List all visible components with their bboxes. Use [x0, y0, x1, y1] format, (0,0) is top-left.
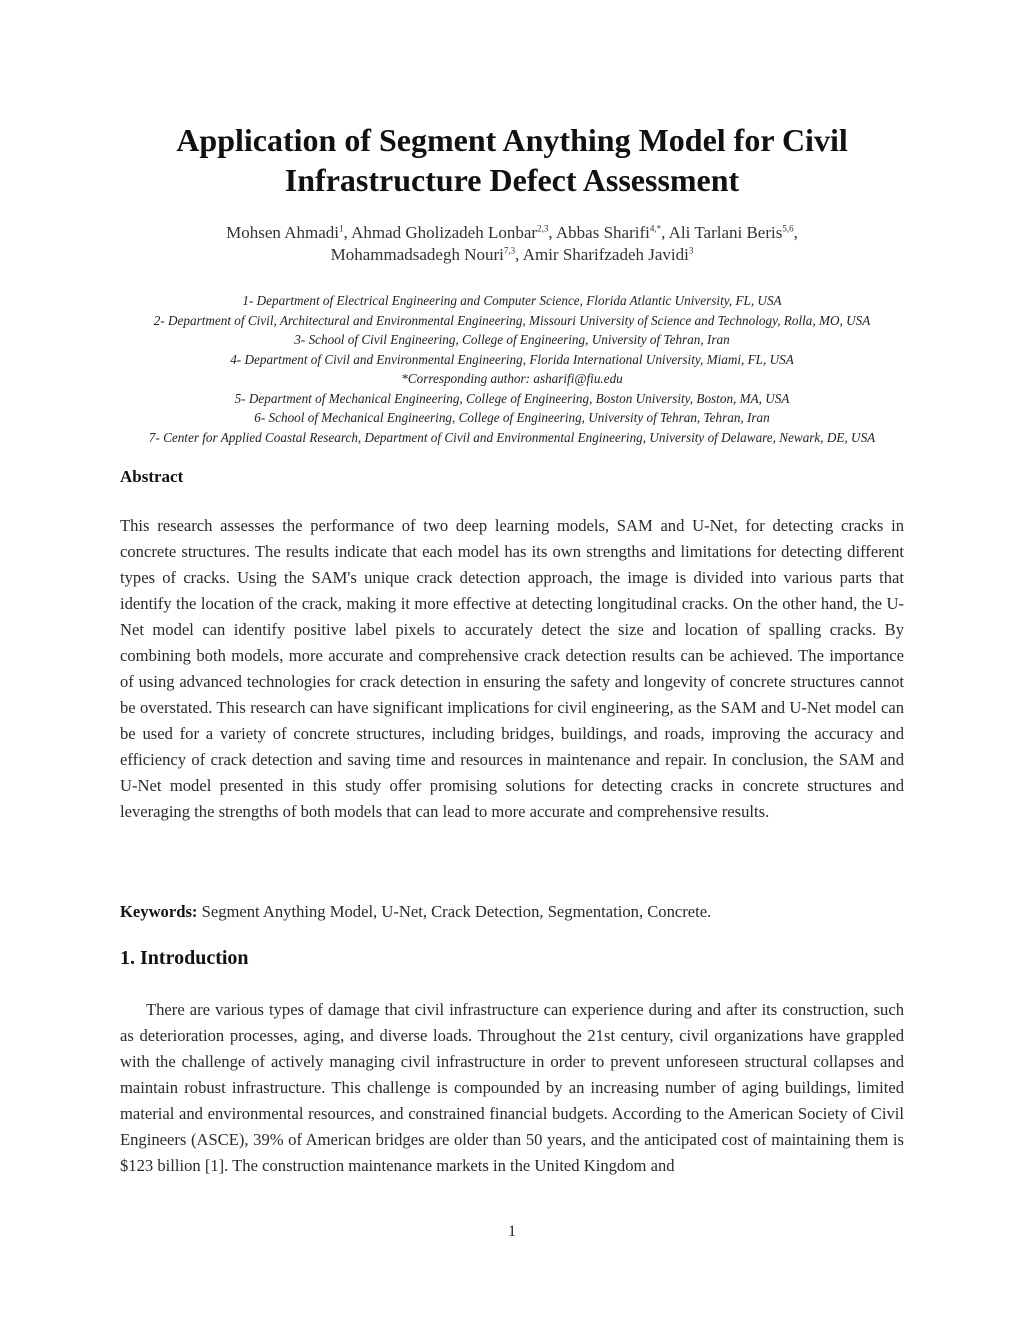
- affiliation-item: 7- Center for Applied Coastal Research, Department of Civil and Environmental Engineering, University of Delaware, Newark, DE, USA: [148, 429, 876, 445]
- keywords-label: Keywords:: [120, 902, 198, 921]
- paper-title: [0, 120, 1024, 200]
- author-affiliation-marker: 3: [688, 245, 694, 256]
- paper-title-line-2: Infrastructure Defect Assessment: [284, 162, 740, 198]
- corresponding-author: *Corresponding author: asharifi@fiu.edu: [401, 371, 623, 386]
- keywords-line: [120, 899, 904, 925]
- author-name: Mohsen Ahmadi: [226, 223, 339, 242]
- introduction-heading: 1. Introduction: [120, 947, 249, 969]
- author-affiliation-marker: 7,3: [503, 245, 516, 256]
- author-affiliation-marker: 4,*: [649, 223, 662, 234]
- abstract-paragraph: This research assesses the performance of two deep learning models, SAM and U-Net, for detecting cracks in concrete structures. The results indicate that each model has its own strengths and limitations for detecting different types of cracks. Using the SAM's unique crack detection approach, the image is divided into various parts that identify the location of the crack, making it more effective at detecting longitudinal cracks. On the other hand, the U-Net model can identify positive label pixels to accurately detect the size and location of spalling cracks. By combining both models, more accurate and comprehensive crack detection results can be achieved. The importance of using advanced technologies for crack detection in ensuring the safety and longevity of concrete structures cannot be overstated. This research can have significant implications for civil engineering, as the SAM and U-Net model can be used for a variety of concrete structures, including bridges, buildings, and roads, improving the accuracy and efficiency of crack detection and saving time and resources in maintenance and repair. In conclusion, the SAM and U-Net model presented in this study offer promising solutions for detecting cracks in concrete structures and leveraging the strengths of both models that can lead to more accurate and comprehensive results.: [120, 516, 904, 821]
- author-line-1: Mohsen Ahmadi$^1$, Ahmad Gholizadeh Lonbar$^{2,3}$, Abbas Sharifi$^{4,*}$, Ali Tarlani Beris$^{5,6}$,: [226, 223, 798, 242]
- author-name: Ali Tarlani Beris: [668, 223, 783, 242]
- author-name: Mohammadsadegh Nouri: [330, 245, 504, 264]
- affiliation-list: [0, 291, 1024, 447]
- author-name: Amir Sharifzadeh Javidi: [522, 245, 689, 264]
- keywords-text: Segment Anything Model, U-Net, Crack Detection, Segmentation, Concrete.: [201, 902, 712, 921]
- author-affiliation-marker: 5,6: [782, 223, 794, 234]
- affiliation-item: 1- Department of Electrical Engineering and Computer Science, Florida Atlantic University, FL, USA: [242, 293, 782, 308]
- paper-title-line-1: Application of Segment Anything Model for Civil: [176, 122, 848, 158]
- author-line-2: Mohammadsadegh Nouri$^{7,3}$, Amir Sharifzadeh Javidi$^3$: [330, 245, 694, 264]
- affiliation-item: 6- School of Mechanical Engineering, College of Engineering, University of Tehran, Tehran, Iran: [254, 410, 770, 425]
- affiliation-item: 2- Department of Civil, Architectural and Environmental Engineering, Missouri University of Science and Technology, Rolla, MO, USA: [153, 312, 871, 328]
- page-number: 1: [508, 1223, 516, 1240]
- abstract-heading: Abstract: [120, 467, 184, 486]
- author-affiliation-marker: 1: [339, 223, 344, 234]
- author-name: Ahmad Gholizadeh Lonbar: [351, 223, 538, 242]
- affiliation-item: 4- Department of Civil and Environmental Engineering, Florida International University, Miami, FL, USA: [230, 351, 794, 367]
- affiliation-item: 5- Department of Mechanical Engineering, College of Engineering, Boston University, Boston, MA, USA: [234, 390, 790, 406]
- author-affiliation-marker: 2,3: [537, 223, 549, 234]
- affiliation-item: 3- School of Civil Engineering, College of Engineering, University of Tehran, Iran: [294, 332, 730, 347]
- author-name: Abbas Sharifi: [555, 223, 650, 242]
- author-list: [0, 222, 1024, 266]
- introduction-paragraph: There are various types of damage that civil infrastructure can experience during and after its construction, such as deterioration processes, aging, and diverse loads. Throughout the 21st century, civil organizations have grappled with the challenge of actively managing civil infrastructure in order to prevent unforeseen structural collapses and maintain robust infrastructure. This challenge is compounded by an increasing number of aging buildings, limited material and environmental resources, and constrained financial budgets. According to the American Society of Civil Engineers (ASCE), 39% of American bridges are older than 50 years, and the anticipated cost of maintaining them is $123 billion [1]. The construction maintenance markets in the United Kingdom and: [120, 1000, 904, 1175]
